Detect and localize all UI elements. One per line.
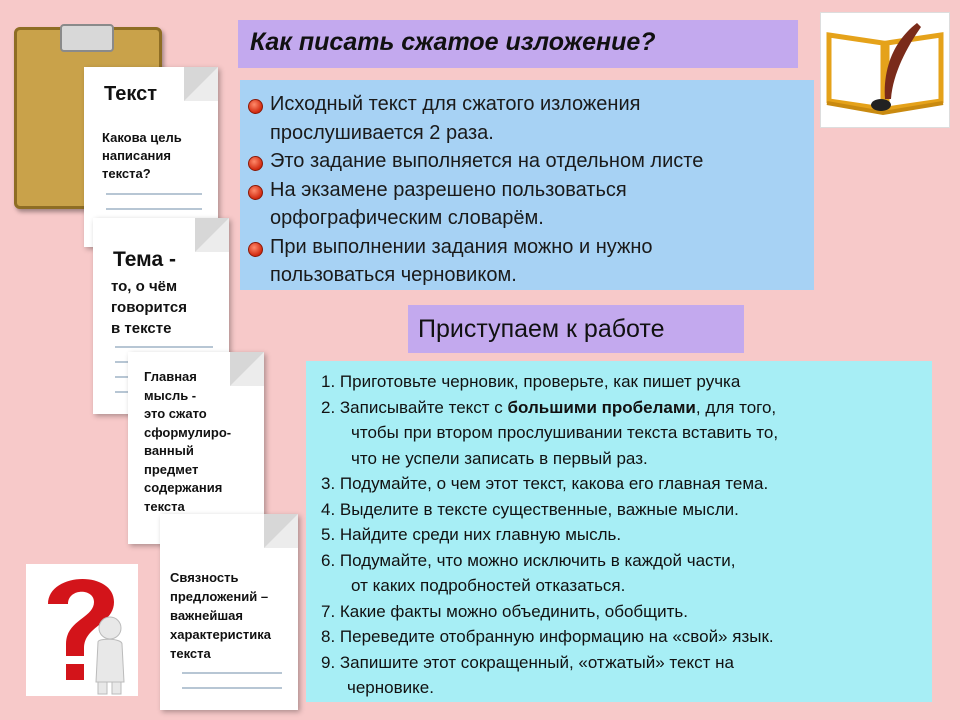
info-line: Исходный текст для сжатого изложения xyxy=(270,93,641,115)
step-item: 1. Приготовьте черновик, проверьте, как пишет ручка xyxy=(321,372,741,391)
info-line: На экзамене разрешено пользоваться xyxy=(270,178,627,201)
title-box xyxy=(238,20,798,68)
page-title: Как писать сжатое изложение? xyxy=(250,28,656,56)
sheet-main-idea-line: ванный xyxy=(144,443,194,458)
sheet-main-idea-line: Главная xyxy=(144,369,197,384)
step-item: 6. Подумайте, что можно исключить в каждой части, xyxy=(321,550,736,570)
step-item: 3. Подумайте, о чем этот текст, какова его главная тема. xyxy=(321,474,769,493)
sheet-theme-line: в тексте xyxy=(111,320,172,337)
step-item: 9. Запишите этот сокращенный, «отжатый» текст на xyxy=(321,652,734,672)
bullet-icon xyxy=(248,156,263,171)
info-line: прослушивается 2 раза. xyxy=(270,121,494,144)
question-mark-figure-icon xyxy=(26,564,138,696)
sheet-main-idea-line: текста xyxy=(144,498,185,514)
sheet-main-idea-line: это сжато xyxy=(144,406,207,421)
sheet-coherence xyxy=(160,514,298,710)
info-line: орфографическим словарём. xyxy=(270,207,544,229)
sheet-text-title: Текст xyxy=(104,83,158,105)
step-item xyxy=(321,395,922,421)
sheet-text-line: Какова цель xyxy=(102,130,182,145)
info-line: Это задание выполняется на отдельном листе xyxy=(270,150,704,172)
info-item xyxy=(270,147,804,176)
info-item xyxy=(270,176,804,233)
step-item: 7. Какие факты можно объединить, обобщить. xyxy=(321,601,689,621)
sheet-coherence-line: важнейшая xyxy=(170,608,243,623)
sheet-theme-title: Тема - xyxy=(113,248,176,271)
step-continuation: от каких подробностей отказаться. xyxy=(351,576,626,595)
bullet-icon xyxy=(248,99,263,114)
step-continuation: что не успели записать в первый раз. xyxy=(351,448,648,468)
step-continuation: чтобы при втором прослушивании текста вставить то, xyxy=(351,423,779,442)
section-heading-box xyxy=(408,305,744,353)
info-line: пользоваться черновиком. xyxy=(270,264,517,286)
sheet-main-idea-line: сформулиро- xyxy=(144,424,232,440)
info-box xyxy=(240,80,814,290)
sheet-text-line: текста? xyxy=(102,166,151,181)
info-item xyxy=(270,90,804,147)
step-emphasis: большими пробелами xyxy=(507,397,696,417)
sheet-coherence-line: характеристика xyxy=(170,627,271,642)
step-continuation: черновике. xyxy=(347,678,434,697)
sheet-coherence-line: предложений – xyxy=(170,589,269,604)
bullet-icon xyxy=(248,185,263,200)
section-heading: Приступаем к работе xyxy=(418,315,665,343)
step-text: , для того, xyxy=(695,397,777,417)
sheet-text-line: написания xyxy=(102,148,171,163)
sheet-main-idea-line: мысль - xyxy=(144,387,197,403)
step-item: 5. Найдите среди них главную мысль. xyxy=(321,525,622,544)
clipboard-clip xyxy=(60,24,114,52)
step-item: 8. Переведите отобранную информацию на «свой» язык. xyxy=(321,627,774,646)
info-line: При выполнении задания можно и нужно xyxy=(270,235,653,258)
sheet-coherence-line: текста xyxy=(170,646,211,661)
sheet-main-idea-line: содержания xyxy=(144,480,223,495)
step-text: 2. Записывайте текст с xyxy=(321,397,508,417)
book-quill-icon xyxy=(820,12,950,128)
sheet-coherence-line: Связность xyxy=(170,570,239,585)
sheet-theme-line: говорится xyxy=(111,299,188,316)
step-item: 4. Выделите в тексте существенные, важные мысли. xyxy=(321,499,739,519)
bullet-icon xyxy=(248,242,263,257)
sheet-main-idea-line: предмет xyxy=(144,461,199,477)
sheet-theme-line: то, о чём xyxy=(111,278,178,295)
info-item xyxy=(270,233,804,290)
steps-box xyxy=(306,361,932,702)
